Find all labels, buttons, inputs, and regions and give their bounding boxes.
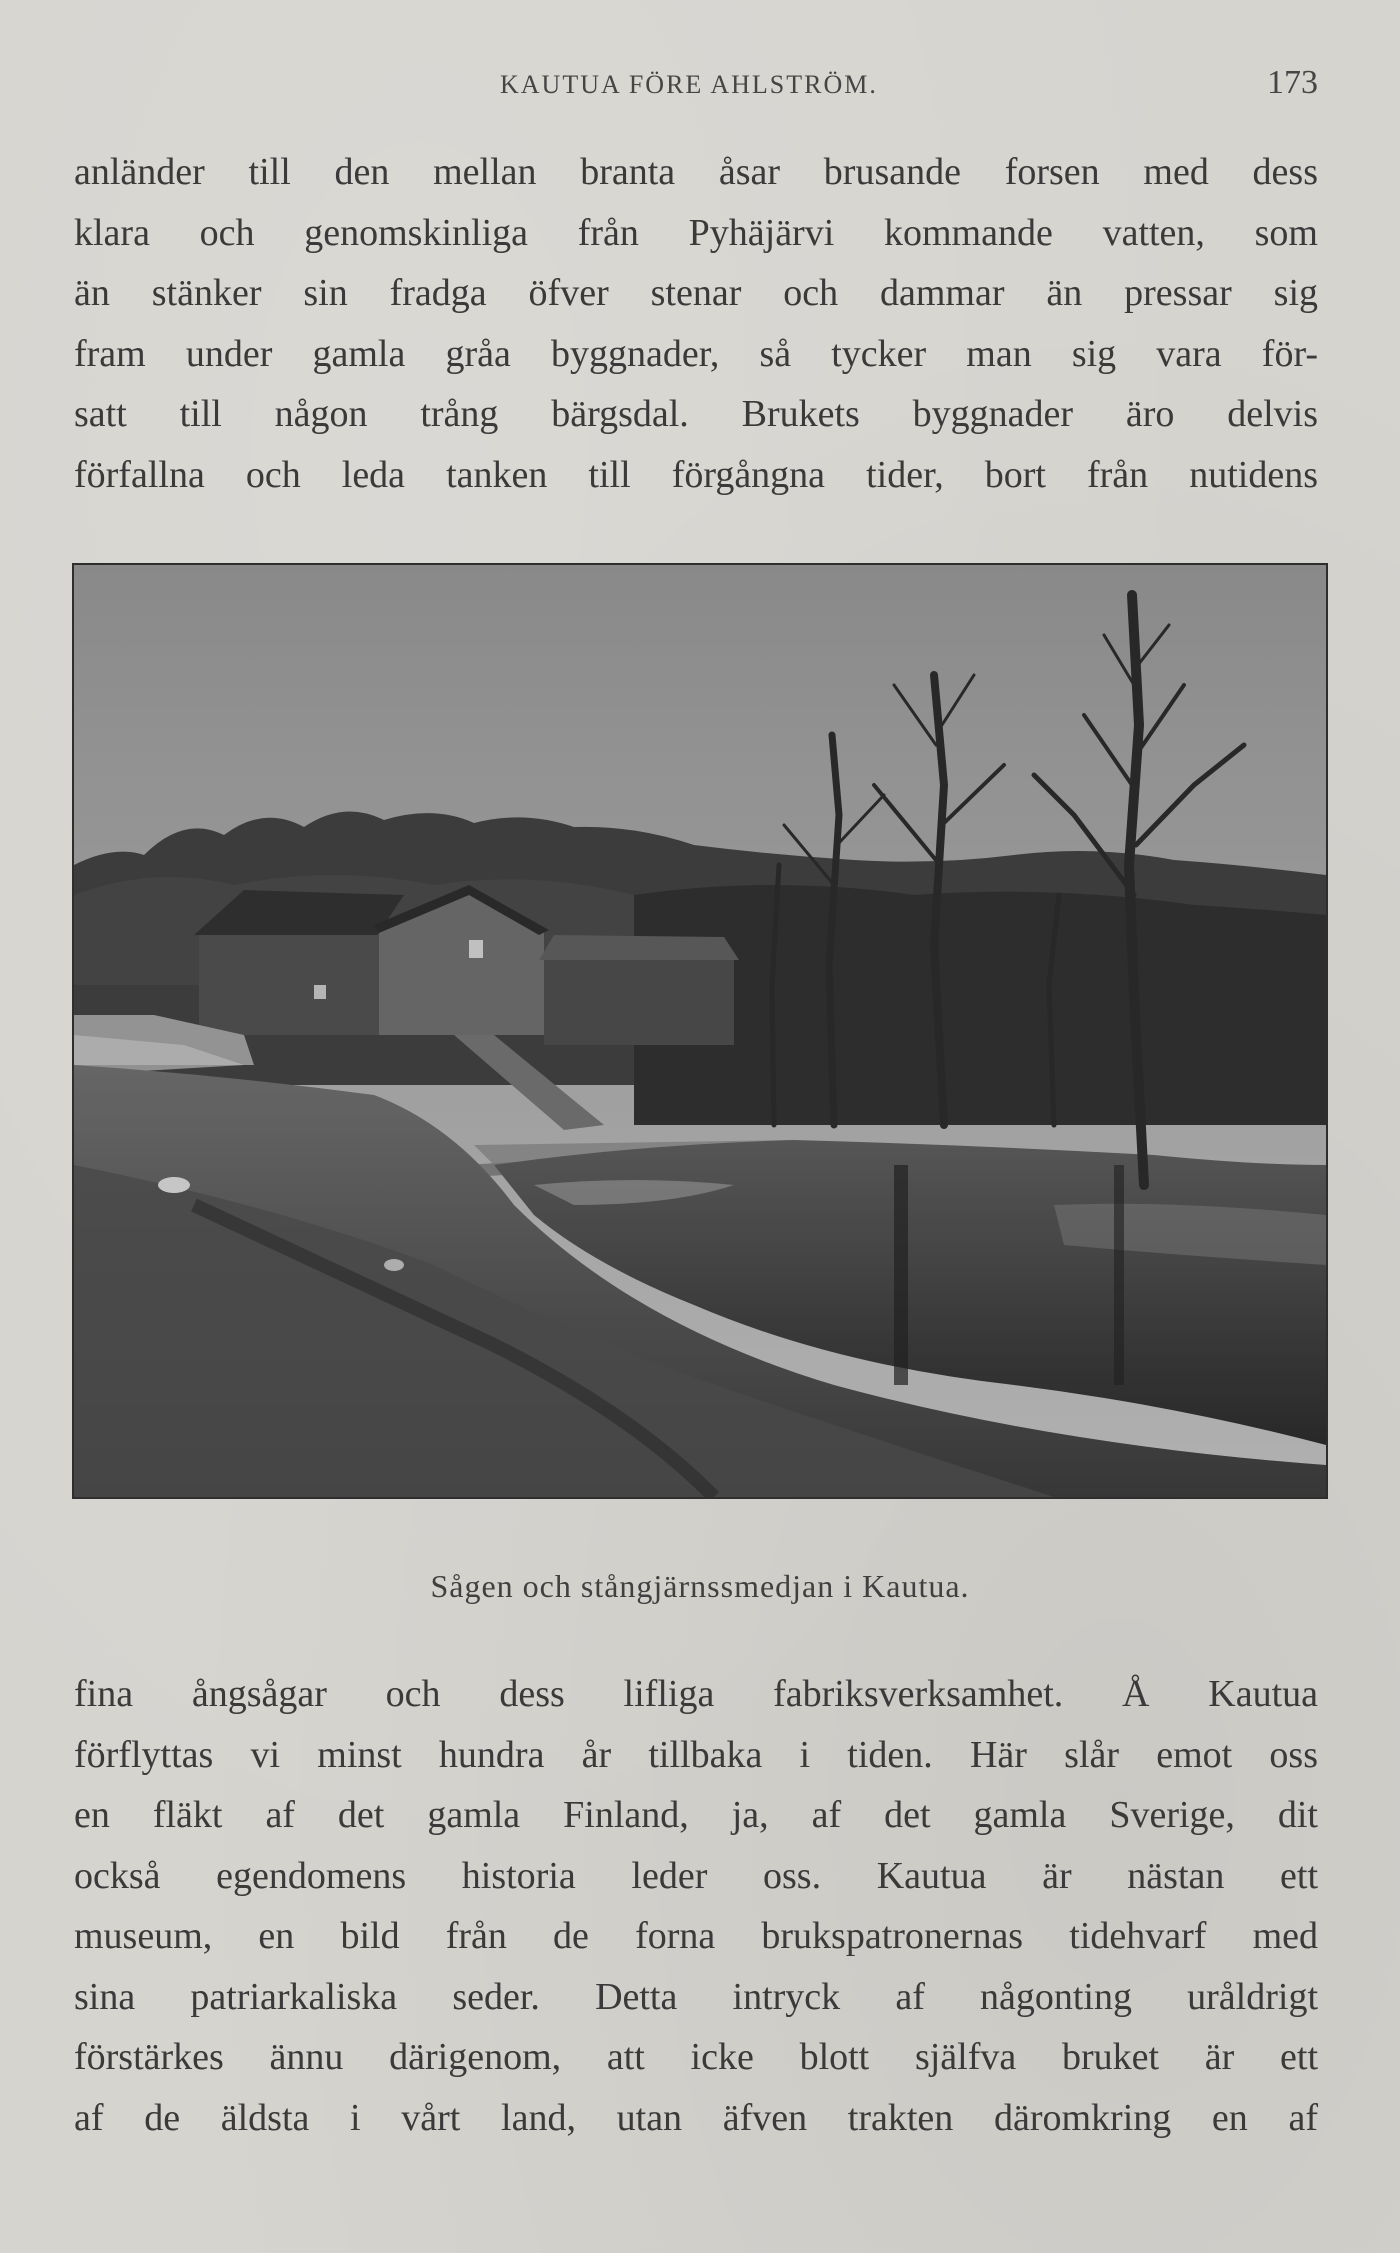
photograph-plate [72,563,1328,1499]
text-line: sina patriarkaliska seder. Detta intryck af någonting uråldrigt [74,1975,1318,2018]
page-number: 173 [1267,64,1318,101]
figure-caption: Sågen och stångjärnssmedjan i Kautua. [430,1568,970,1604]
text-line: också egendomens historia leder oss. Kautua är nästan ett [74,1854,1318,1897]
text-line: förfallna och leda tanken till förgångna tider, bort från nutidens [74,453,1318,496]
text-line: än stänker sin fradga öfver stenar och dammar än pressar sig [74,272,1318,314]
photograph-sawmill-and-forge [74,565,1326,1497]
paragraph-bottom [74,1664,1318,2148]
paragraph-top [74,142,1318,505]
text-line: anländer till den mellan branta åsar brusande forsen med dess [74,151,1318,193]
text-line: förstärkes ännu därigenom, att icke blott själfva bruket är ett [74,2036,1318,2078]
text-line: museum, en bild från de forna brukspatronernas tidehvarf med [74,1915,1318,1957]
text-line: förflyttas vi minst hundra år tillbaka i tiden. Här slår emot oss [74,1733,1318,1776]
text-line: en fläkt af det gamla Finland, ja, af det gamla Sverige, dit [74,1794,1318,1836]
text-line: satt till någon trång bärgsdal. Brukets byggnader äro delvis [74,393,1318,435]
text-line: fina ångsågar och dess lifliga fabriksverksamhet. Å Kautua [74,1673,1318,1715]
text-line: fram under gamla gråa byggnader, så tycker man sig vara för- [74,332,1318,375]
text-line: af de äldsta i vårt land, utan äfven trakten däromkring en af [74,2096,1318,2139]
text-line: klara och genomskinliga från Pyhäjärvi kommande vatten, som [74,211,1318,254]
running-title: KAUTUA FÖRE AHLSTRÖM. [500,70,878,99]
